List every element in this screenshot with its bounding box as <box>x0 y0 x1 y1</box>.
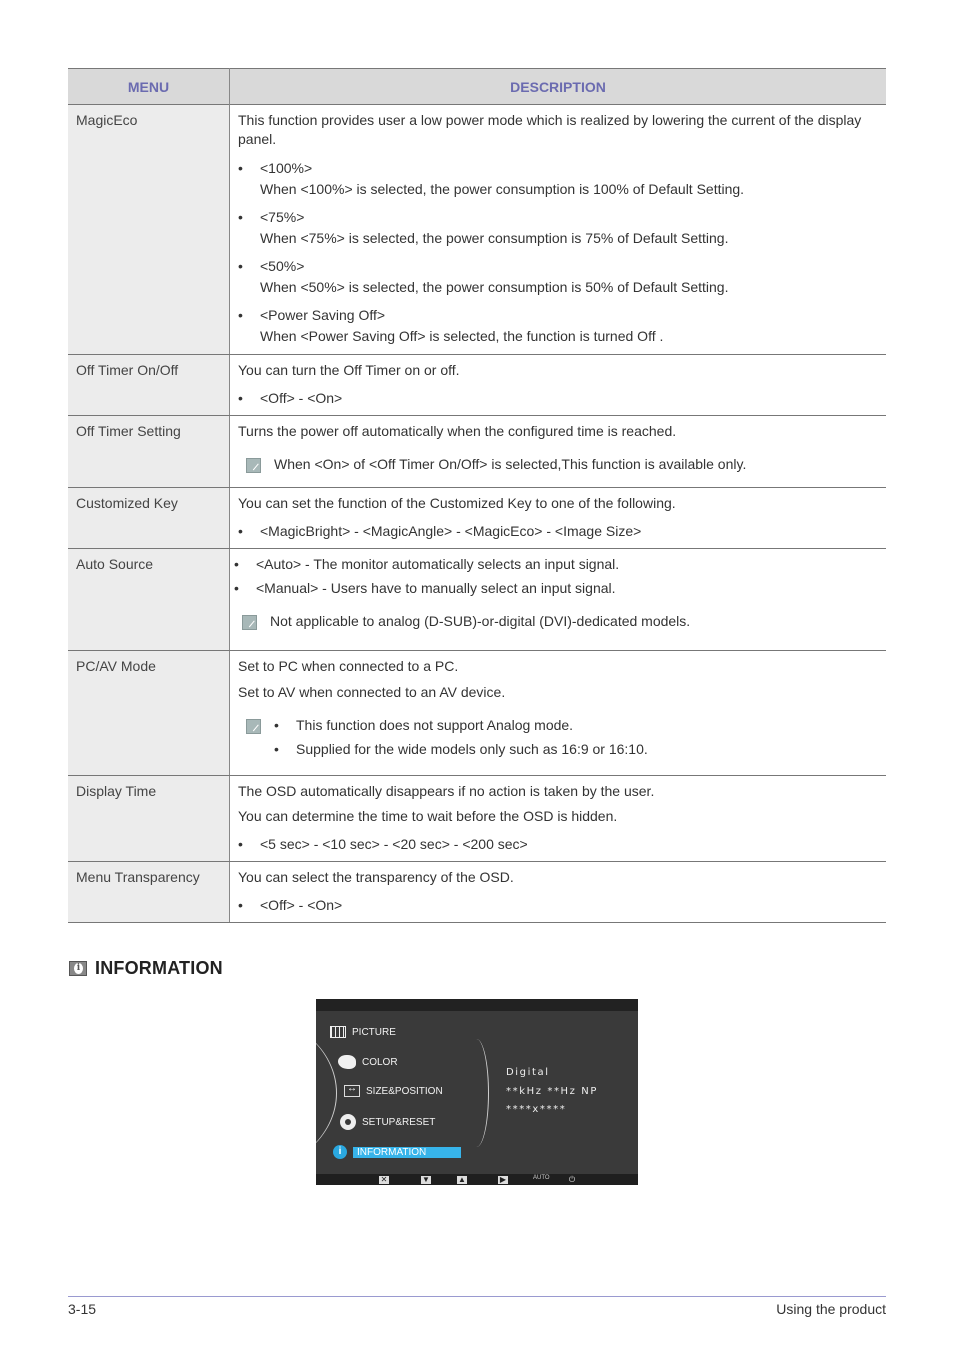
menu-cell: Auto Source <box>68 549 230 651</box>
up-arrow-icon: ▲ <box>458 1175 466 1184</box>
osd-menu-item-size-position: ↔ SIZE&POSITION <box>344 1085 443 1097</box>
list-item: • <Off> - <On> <box>238 390 343 406</box>
menu-cell: Display Time <box>68 776 230 862</box>
menu-cell: Off Timer On/Off <box>68 355 230 416</box>
osd-top-bar <box>316 999 638 1011</box>
table-row <box>68 549 886 651</box>
list-item: • <Off> - <On> <box>238 897 343 913</box>
osd-resolution: ****x**** <box>506 1104 567 1115</box>
note-icon <box>246 719 261 734</box>
down-arrow-icon: ▼ <box>422 1175 430 1184</box>
osd-menu-item-setup-reset: SETUP&RESET <box>340 1114 435 1130</box>
list-item: • Supplied for the wide models only such as 16:9 or 16:10. <box>274 741 648 757</box>
description-text: This function provides user a low power mode which is realized by lowering the current of the display panel. <box>238 112 862 147</box>
description-cell <box>230 416 887 488</box>
list-item: • <Manual> - Users have to manually select an input signal. <box>234 580 616 596</box>
osd-divider-arc <box>464 1039 489 1147</box>
note-icon <box>246 458 261 473</box>
description-cell <box>230 355 887 416</box>
osd-menu-item-color: COLOR <box>338 1055 398 1069</box>
description-cell <box>230 776 887 862</box>
section-title: INFORMATION <box>95 957 223 978</box>
size-position-icon <box>344 1085 360 1097</box>
list-item: • <Power Saving Off> When <Power Saving Off> is selected, the function is turned Off . <box>238 307 664 344</box>
enter-icon: ▶ <box>499 1175 507 1184</box>
menu-cell: Menu Transparency <box>68 862 230 923</box>
menu-cell: PC/AV Mode <box>68 651 230 776</box>
note: When <On> of <Off Timer On/Off> is selected,This function is available only. <box>238 455 878 475</box>
menu-column-header: MENU <box>68 69 230 105</box>
table-row <box>68 416 886 488</box>
description-cell <box>230 862 887 923</box>
list-item: • <Auto> - The monitor automatically selects an input signal. <box>234 556 620 572</box>
description-text: Set to AV when connected to an AV device. <box>238 684 506 700</box>
note-icon <box>242 615 257 630</box>
power-icon: ⏻ <box>568 1175 576 1184</box>
close-icon: ✕ <box>380 1175 388 1184</box>
list-item: • <5 sec> - <10 sec> - <20 sec> - <200 sec> <box>238 836 528 852</box>
gear-icon <box>340 1114 356 1130</box>
picture-icon <box>330 1026 346 1038</box>
menu-cell: MagicEco <box>68 105 230 355</box>
description-text: Set to PC when connected to a PC. <box>238 658 459 674</box>
table-header <box>68 69 886 105</box>
list-item: • This function does not support Analog mode. <box>274 717 574 733</box>
description-text: The OSD automatically disappears if no action is taken by the user. <box>238 783 655 799</box>
description-text: You can determine the time to wait before the OSD is hidden. <box>238 808 618 824</box>
description-text: Turns the power off automatically when the configured time is reached. <box>238 423 677 439</box>
info-icon: i <box>69 961 87 976</box>
info-icon: i <box>333 1145 347 1159</box>
description-cell <box>230 488 887 549</box>
list-item: • <100%> When <100%> is selected, the power consumption is 100% of Default Setting. <box>238 160 745 197</box>
list-item: • <50%> When <50%> is selected, the power consumption is 50% of Default Setting. <box>238 258 729 295</box>
footer-divider <box>68 1296 886 1297</box>
table-row <box>68 651 886 776</box>
list-item: • <MagicBright> - <MagicAngle> - <MagicEco> - <Image Size> <box>238 523 642 539</box>
osd-menu-item-picture: PICTURE <box>330 1026 396 1038</box>
chapter-title: Using the product <box>776 1301 886 1317</box>
auto-label: AUTO <box>533 1175 550 1181</box>
osd-menu-item-information: i INFORMATION <box>333 1145 461 1159</box>
osd-button-bar <box>316 1174 638 1185</box>
description-cell <box>230 549 887 651</box>
list-item: • <75%> When <75%> is selected, the power consumption is 75% of Default Setting. <box>238 209 729 246</box>
table-row <box>68 105 886 355</box>
osd-frequency: **kHz **Hz NP <box>506 1086 598 1097</box>
note <box>238 716 878 759</box>
table-row <box>68 862 886 923</box>
osd-signal-type: Digital <box>506 1067 550 1078</box>
osd-screenshot <box>316 999 638 1185</box>
color-palette-icon <box>338 1055 356 1069</box>
description-text: You can turn the Off Timer on or off. <box>238 362 460 378</box>
description-text: You can set the function of the Customized Key to one of the following. <box>238 495 676 511</box>
table-row <box>68 776 886 862</box>
table-row <box>68 355 886 416</box>
osd-function-table <box>68 68 886 923</box>
table-row <box>68 488 886 549</box>
menu-cell: Customized Key <box>68 488 230 549</box>
description-cell <box>230 651 887 776</box>
description-column-header: DESCRIPTION <box>230 69 887 105</box>
description-cell <box>230 105 887 355</box>
description-text: You can select the transparency of the OSD. <box>238 869 514 885</box>
note: Not applicable to analog (D-SUB)-or-digital (DVI)-dedicated models. <box>234 612 878 632</box>
section-heading <box>69 957 223 979</box>
page-number: 3-15 <box>68 1301 97 1317</box>
menu-cell: Off Timer Setting <box>68 416 230 488</box>
